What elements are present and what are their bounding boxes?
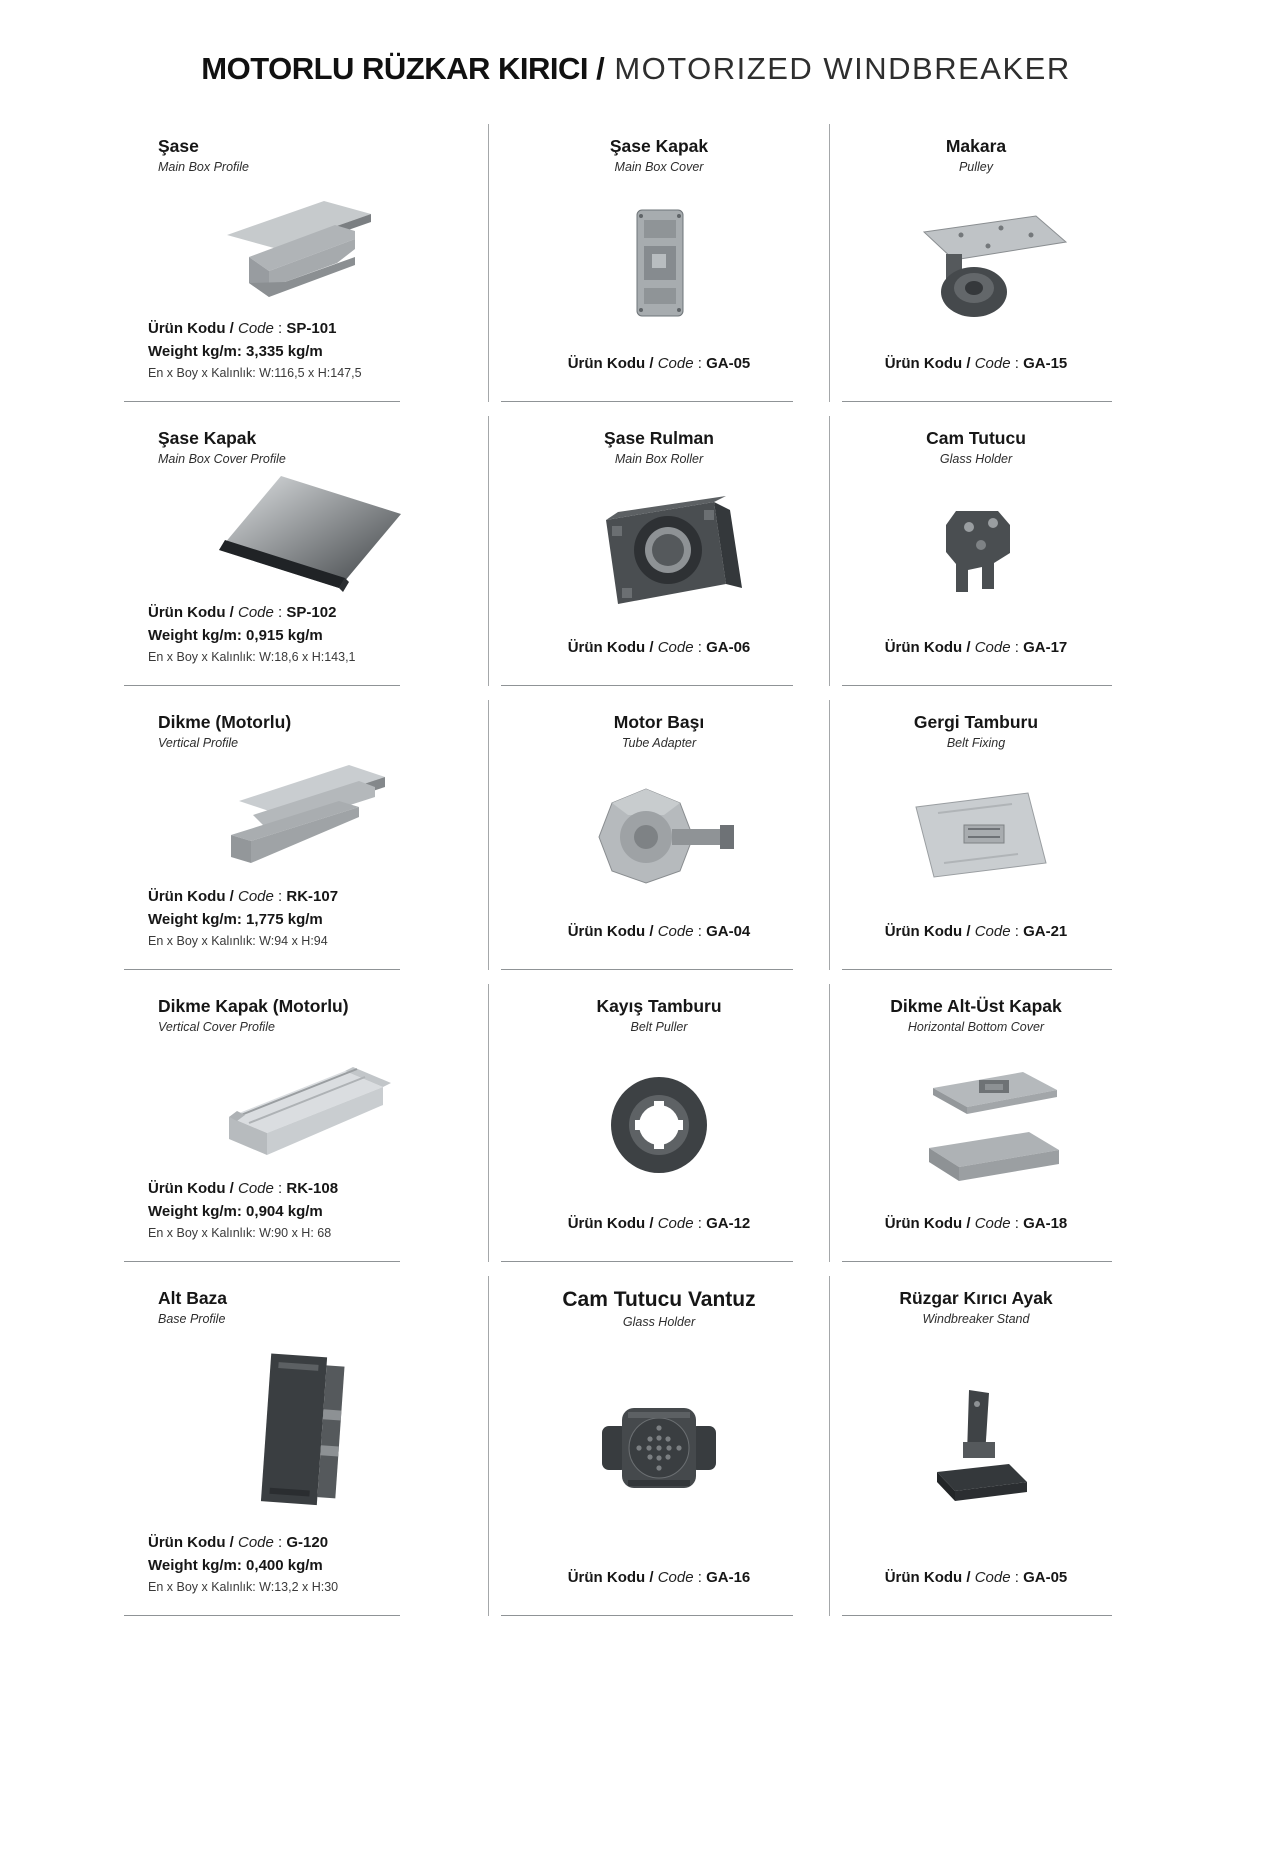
product-code: RK-107 — [286, 888, 339, 906]
product-weight: Weight kg/m: 0,904 kg/m — [148, 1203, 323, 1221]
product-weight: Weight kg/m: 0,915 kg/m — [148, 627, 323, 645]
product-header — [130, 428, 478, 466]
product-title: Dikme (Motorlu) — [158, 712, 292, 733]
product-info — [840, 355, 1112, 380]
vertical-profile-image — [130, 750, 478, 888]
product-grid — [120, 124, 1122, 1616]
product-code-line — [499, 639, 819, 656]
code-label-tr: Ürün Kodu / — [148, 320, 238, 338]
product-info — [130, 1534, 478, 1594]
code-label-en: Code — [974, 355, 1011, 373]
product-code-line — [499, 1215, 819, 1232]
product-weight: Weight kg/m: 1,775 kg/m — [148, 911, 323, 929]
product-code: GA-12 — [706, 1215, 751, 1233]
main-box-cover-profile-image — [130, 466, 478, 604]
code-separator: : — [1010, 639, 1024, 657]
product-info — [499, 639, 819, 664]
page-title-english: MOTORIZED WINDBREAKER — [604, 51, 1071, 86]
product-code: GA-17 — [1023, 639, 1068, 657]
product-code-line — [148, 604, 478, 621]
product-subtitle: Main Box Cover Profile — [158, 452, 286, 467]
product-header — [840, 996, 1112, 1034]
horizontal-bottom-cover-image — [840, 1034, 1112, 1215]
product-subtitle: Belt Puller — [630, 1020, 688, 1035]
product-card — [829, 1276, 1122, 1616]
product-card — [120, 124, 488, 402]
product-title: Cam Tutucu Vantuz — [562, 1288, 756, 1312]
product-info — [840, 923, 1112, 948]
code-separator: : — [693, 1215, 707, 1233]
code-label-en: Code — [657, 639, 694, 657]
product-info — [499, 923, 819, 948]
product-header — [499, 712, 819, 750]
code-label-tr: Ürün Kodu / — [148, 888, 238, 906]
code-label-tr: Ürün Kodu / — [148, 1534, 238, 1552]
product-header — [499, 428, 819, 466]
product-header — [840, 712, 1112, 750]
product-code-line — [840, 355, 1112, 372]
main-box-roller-image — [499, 466, 819, 639]
product-dimensions: En x Boy x Kalınlık: W:18,6 x H:143,1 — [148, 650, 356, 665]
page-title — [0, 52, 1272, 86]
product-subtitle: Belt Fixing — [946, 736, 1006, 751]
code-separator: : — [1010, 1569, 1024, 1587]
product-code: GA-05 — [706, 355, 751, 373]
product-subtitle: Main Box Roller — [614, 452, 704, 467]
product-subtitle: Windbreaker Stand — [922, 1312, 1030, 1327]
code-label-tr: Ürün Kodu / — [884, 639, 975, 657]
product-header — [130, 996, 478, 1034]
product-card — [829, 700, 1122, 970]
product-header — [130, 1288, 478, 1326]
product-info — [840, 639, 1112, 664]
code-label-en: Code — [238, 1534, 274, 1552]
product-dimensions: En x Boy x Kalınlık: W:116,5 x H:147,5 — [148, 366, 362, 381]
product-info — [130, 1180, 478, 1240]
product-header — [840, 428, 1112, 466]
code-label-tr: Ürün Kodu / — [884, 1215, 975, 1233]
product-code-line — [499, 1569, 819, 1586]
product-title: Cam Tutucu — [926, 428, 1026, 449]
code-separator: : — [273, 604, 287, 622]
product-code: G-120 — [286, 1534, 329, 1552]
product-code-line — [840, 1215, 1112, 1232]
main-box-cover-image — [499, 174, 819, 355]
product-code-line — [840, 1569, 1112, 1586]
code-separator: : — [1010, 1215, 1024, 1233]
product-card — [120, 984, 488, 1262]
product-weight: Weight kg/m: 3,335 kg/m — [148, 343, 323, 361]
product-code-line — [148, 320, 478, 337]
product-code: GA-18 — [1023, 1215, 1068, 1233]
code-label-en: Code — [657, 1569, 694, 1587]
code-label-en: Code — [657, 923, 694, 941]
code-label-tr: Ürün Kodu / — [148, 604, 238, 622]
product-subtitle: Horizontal Bottom Cover — [907, 1020, 1045, 1035]
product-header — [499, 1288, 819, 1329]
tube-adapter-image — [499, 750, 819, 923]
product-card — [488, 700, 829, 970]
code-separator: : — [1010, 923, 1024, 941]
product-header — [840, 1288, 1112, 1326]
code-label-en: Code — [657, 1215, 694, 1233]
base-profile-image — [130, 1326, 478, 1534]
product-info — [130, 888, 478, 948]
code-separator: : — [693, 1569, 707, 1587]
product-subtitle: Base Profile — [158, 1312, 226, 1327]
product-code: SP-102 — [286, 604, 337, 622]
belt-puller-image — [499, 1034, 819, 1215]
product-card — [829, 416, 1122, 686]
product-title: Şase Kapak — [609, 136, 709, 157]
code-separator: : — [693, 923, 707, 941]
product-title: Şase Kapak — [158, 428, 257, 449]
product-title: Motor Başı — [613, 712, 705, 733]
code-label-en: Code — [974, 923, 1011, 941]
product-subtitle: Tube Adapter — [621, 736, 697, 751]
code-label-en: Code — [238, 1180, 274, 1198]
page-title-turkish: MOTORLU RÜZKAR KIRICI / — [201, 51, 605, 86]
product-info — [130, 320, 478, 380]
code-separator: : — [273, 320, 287, 338]
product-code: SP-101 — [286, 320, 337, 338]
glass-holder-suction-image — [499, 1329, 819, 1569]
product-code-line — [840, 639, 1112, 656]
product-title: Rüzgar Kırıcı Ayak — [899, 1288, 1053, 1309]
product-code: GA-05 — [1023, 1569, 1068, 1587]
belt-fixing-image — [840, 750, 1112, 923]
product-card — [120, 416, 488, 686]
product-subtitle: Glass Holder — [622, 1315, 696, 1330]
product-info — [840, 1569, 1112, 1594]
product-card — [120, 1276, 488, 1616]
vertical-cover-profile-image — [130, 1034, 478, 1180]
product-dimensions: En x Boy x Kalınlık: W:90 x H: 68 — [148, 1226, 332, 1241]
product-weight: Weight kg/m: 0,400 kg/m — [148, 1557, 323, 1575]
product-dimensions: En x Boy x Kalınlık: W:94 x H:94 — [148, 934, 328, 949]
product-code: GA-06 — [706, 639, 751, 657]
product-header — [840, 136, 1112, 174]
product-card — [829, 124, 1122, 402]
product-code-line — [499, 923, 819, 940]
product-card — [829, 984, 1122, 1262]
product-code-line — [148, 1534, 478, 1551]
product-card — [120, 700, 488, 970]
product-title: Gergi Tamburu — [913, 712, 1039, 733]
code-label-en: Code — [238, 888, 274, 906]
code-label-tr: Ürün Kodu / — [884, 355, 975, 373]
code-label-tr: Ürün Kodu / — [567, 1215, 658, 1233]
product-subtitle: Main Box Cover — [614, 160, 704, 175]
product-subtitle: Main Box Profile — [158, 160, 250, 175]
product-card — [488, 984, 829, 1262]
code-label-tr: Ürün Kodu / — [567, 1569, 658, 1587]
code-label-tr: Ürün Kodu / — [567, 923, 658, 941]
pulley-image — [840, 174, 1112, 355]
code-label-tr: Ürün Kodu / — [884, 1569, 975, 1587]
product-info — [499, 1215, 819, 1240]
product-card — [488, 416, 829, 686]
product-code: RK-108 — [286, 1180, 339, 1198]
product-title: Dikme Kapak (Motorlu) — [158, 996, 349, 1017]
main-box-profile-image — [130, 174, 478, 320]
product-subtitle: Vertical Profile — [158, 736, 239, 751]
product-code: GA-16 — [706, 1569, 751, 1587]
product-header — [499, 996, 819, 1034]
product-info — [130, 604, 478, 664]
product-card — [488, 124, 829, 402]
code-separator: : — [1010, 355, 1024, 373]
product-header — [130, 712, 478, 750]
product-header — [499, 136, 819, 174]
product-dimensions: En x Boy x Kalınlık: W:13,2 x H:30 — [148, 1580, 339, 1595]
product-title: Makara — [945, 136, 1007, 157]
code-separator: : — [693, 355, 707, 373]
product-title: Şase Rulman — [604, 428, 714, 449]
product-code: GA-15 — [1023, 355, 1068, 373]
code-label-tr: Ürün Kodu / — [567, 355, 658, 373]
product-title: Şase — [158, 136, 199, 157]
product-card — [488, 1276, 829, 1616]
code-label-en: Code — [238, 320, 274, 338]
product-title: Dikme Alt-Üst Kapak — [890, 996, 1062, 1017]
code-label-en: Code — [974, 1215, 1011, 1233]
code-label-en: Code — [657, 355, 694, 373]
code-separator: : — [273, 1534, 287, 1552]
product-info — [499, 355, 819, 380]
code-label-tr: Ürün Kodu / — [148, 1180, 238, 1198]
product-code-line — [148, 1180, 478, 1197]
product-subtitle: Glass Holder — [939, 452, 1013, 467]
windbreaker-stand-image — [840, 1326, 1112, 1569]
glass-holder-bracket-image — [840, 466, 1112, 639]
code-separator: : — [693, 639, 707, 657]
code-label-tr: Ürün Kodu / — [884, 923, 975, 941]
product-title: Alt Baza — [158, 1288, 228, 1309]
code-label-en: Code — [238, 604, 274, 622]
product-subtitle: Pulley — [958, 160, 994, 175]
product-header — [130, 136, 478, 174]
code-separator: : — [273, 1180, 287, 1198]
product-info — [499, 1569, 819, 1594]
product-info — [840, 1215, 1112, 1240]
code-separator: : — [273, 888, 287, 906]
product-code-line — [499, 355, 819, 372]
code-label-tr: Ürün Kodu / — [567, 639, 658, 657]
product-code: GA-21 — [1023, 923, 1068, 941]
product-code-line — [148, 888, 478, 905]
product-subtitle: Vertical Cover Profile — [158, 1020, 275, 1035]
code-label-en: Code — [974, 1569, 1011, 1587]
product-code: GA-04 — [706, 923, 751, 941]
product-title: Kayış Tamburu — [596, 996, 722, 1017]
code-label-en: Code — [974, 639, 1011, 657]
product-code-line — [840, 923, 1112, 940]
